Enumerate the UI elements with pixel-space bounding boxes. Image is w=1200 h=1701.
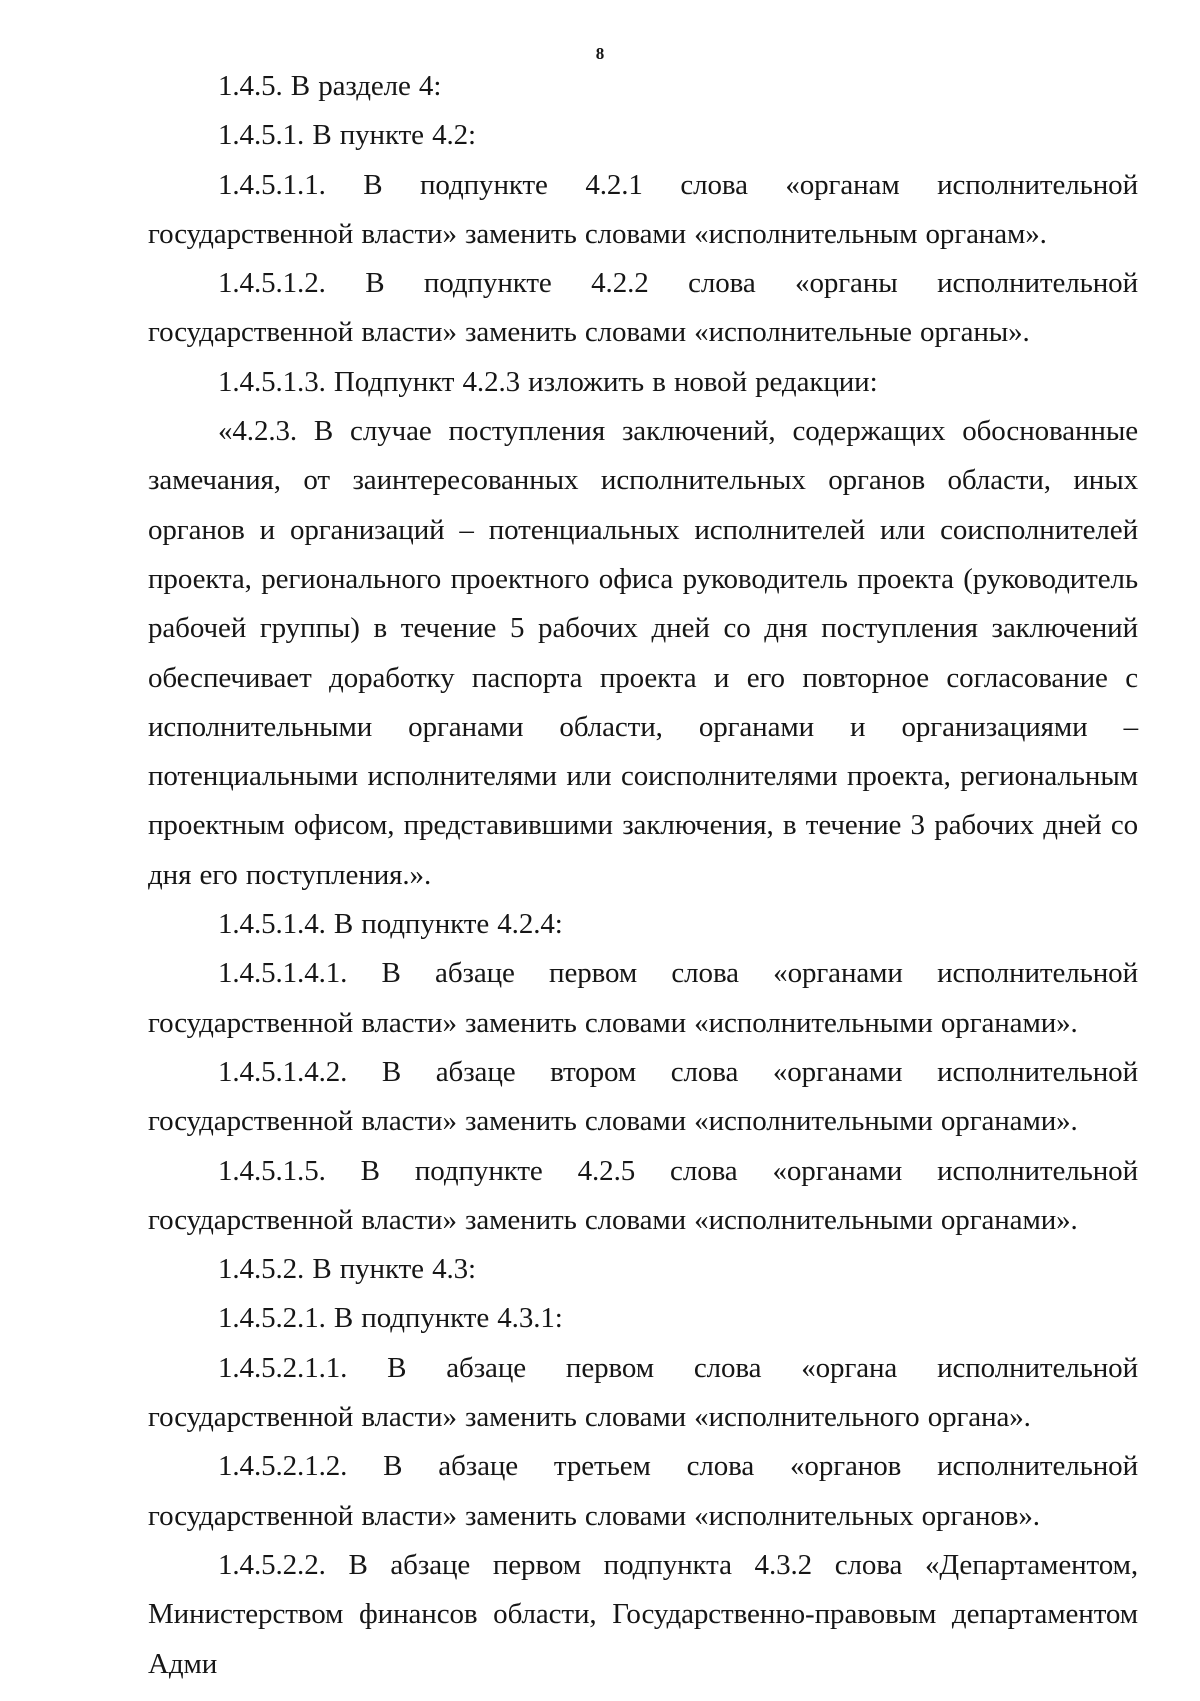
- paragraph: 1.4.5.1.3. Подпункт 4.2.3 изложить в новой редакции:: [218, 365, 878, 398]
- paragraph: 1.4.5.1.4. В подпункте 4.2.4:: [218, 908, 563, 941]
- paragraph: 1.4.5.1.4.1. В абзаце первом слова «органами исполнительной государственной власти» заменить словами «исполнительными органами».: [148, 957, 1138, 1039]
- document-body: [148, 62, 1138, 1689]
- paragraph: 1.4.5. В разделе 4:: [218, 70, 442, 102]
- paragraph: 1.4.5.1.1. В подпункте 4.2.1 слова «органам исполнительной государственной власти» заменить словами «исполнительным органам».: [148, 168, 1138, 250]
- paragraph: 1.4.5.2.1.2. В абзаце третьем слова «органов исполнительной государственной власти» заменить словами «исполнительных органов».: [148, 1450, 1138, 1532]
- paragraph: 1.4.5.1.5. В подпункте 4.2.5 слова «органами исполнительной государственной власти» заменить словами «исполнительными органами».: [148, 1154, 1138, 1236]
- paragraph: 1.4.5.2. В пункте 4.3:: [218, 1253, 476, 1286]
- paragraph: 1.4.5.2.2. В абзаце первом подпункта 4.3.2 слова «Департаментом, Министерством финансов области, Государственно-правовым департаментом Адми: [148, 1548, 1138, 1680]
- page-number: 8: [595, 44, 605, 63]
- paragraph: «4.2.3. В случае поступления заключений, содержащих обоснованные замечания, от заинтересованных исполнительных органов области, иных органов и организаций – потенциальных исполнителей или соисполнителей проекта, регионального проектного офиса руководитель проекта (руководитель рабочей группы) в течение 5 рабочих дней со дня поступления заключений обеспечивает доработку паспорта проекта и его повторное согласование с исполнительными органами области, органами и организациями – потенциальными исполнителями или соисполнителями проекта, региональным проектным офисом, представившими заключения, в течение 3 рабочих дней со дня его поступления.».: [148, 415, 1138, 891]
- paragraph: 1.4.5.1.2. В подпункте 4.2.2 слова «органы исполнительной государственной власти» заменить словами «исполнительные органы».: [148, 267, 1138, 349]
- paragraph: 1.4.5.1.4.2. В абзаце втором слова «органами исполнительной государственной власти» заменить словами «исполнительными органами».: [148, 1055, 1138, 1138]
- paragraph: 1.4.5.1. В пункте 4.2:: [218, 119, 476, 152]
- paragraph: 1.4.5.2.1. В подпункте 4.3.1:: [218, 1302, 563, 1335]
- paragraph: 1.4.5.2.1.1. В абзаце первом слова «органа исполнительной государственной власти» заменить словами «исполнительного органа».: [148, 1351, 1138, 1434]
